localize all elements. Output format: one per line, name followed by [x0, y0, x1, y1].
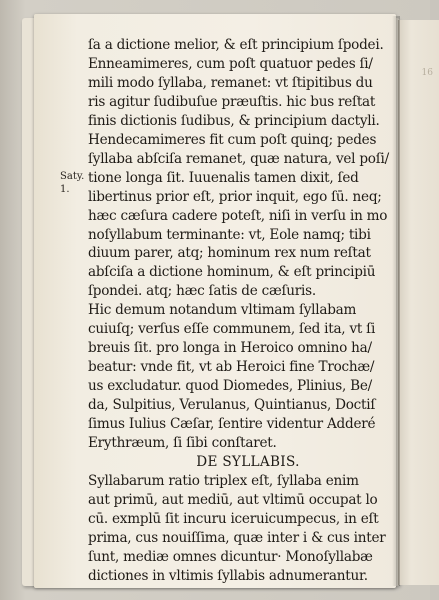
text-line: da, Sulpitius, Verulanus, Quintianus, Doctiſ: [88, 397, 376, 414]
marginal-note-line: Saty.: [60, 171, 85, 182]
text-line: breuis ſit. pro longa in Heroico omnino ha/: [88, 340, 372, 357]
text-line: Syllabarum ratio triplex eſt, ſyllaba enim: [88, 472, 359, 489]
marginal-note-line: 1.: [60, 184, 70, 195]
text-line: us excludatur. quod Diomedes, Plinius, Be/: [88, 378, 372, 395]
text-line: Hic demum notandum vltimam ſyllabam: [88, 302, 357, 319]
text-line: ſunt, mediæ omnes dicuntur· Monoſyllabæ: [88, 548, 373, 565]
text-line: cuiuſq; verſus eſſe communem, ſed ita, vt ſi: [88, 321, 376, 338]
text-line: ſyllaba abſciſa remanet, quæ natura, vel poſi/: [88, 150, 389, 167]
text-line: mili modo ſyllaba, remanet: vt ſtipitibus du: [88, 74, 373, 91]
text-line: dictiones in vltimis ſyllabis adnumerantur.: [88, 567, 368, 584]
marginal-note: [60, 170, 84, 196]
text-line: hæc cæſura cadere poteſt, niſi in verſu in mo: [88, 207, 388, 224]
text-line: Enneamimeres, cum poſt quatuor pedes ſi/: [88, 55, 373, 72]
show-through-number: 16: [421, 68, 433, 78]
text-line: ſpondei. atq; hæc ſatis de cæſuris.: [88, 283, 316, 300]
text-line: Hendecamimeres fit cum poſt quinq; pedes: [88, 131, 377, 148]
facing-page-edge: [398, 20, 439, 585]
text-line: Erythræum, ſi ſibi conſtaret.: [88, 435, 277, 452]
text-line: diuum parer, atq; hominum rex num reſtat: [88, 245, 371, 262]
text-line: ſimus Iulius Cæſar, ſentire videntur Adderé: [88, 416, 376, 433]
text-line: prima, cus nouiſſima, quæ inter i & cus inter: [88, 529, 386, 546]
text-line: abſciſa a dictione hominum, & eſt principiū: [88, 264, 376, 281]
text-line: noſyllabum terminante: vt, Eole namq; tibi: [88, 226, 371, 243]
page-text: [88, 36, 388, 586]
text-line: ſa a dictione melior, & eſt principium ſpodei.: [88, 37, 384, 53]
text-line: aut primū, aut mediū, aut vltimū occupat lo: [88, 491, 378, 508]
text-line: ris agitur ſudibuſue præuſtis. hic bus reſtat: [88, 93, 376, 110]
text-line: cū. exmplū ſit incuru iceruicumpecus, in eſt: [88, 510, 379, 527]
text-line: beatur: vnde fit, vt ab Heroici fine Trochæ/: [88, 359, 375, 376]
gutter-shadow: [392, 16, 400, 586]
section-heading: DE SYLLABIS.: [196, 453, 300, 470]
text-line: finis dictionis ſudibus, & principium dactyli.: [88, 112, 380, 129]
text-line: libertinus prior eſt, prior inquit, ego ſū. neq;: [88, 188, 382, 205]
text-line: tione longa ſit. Iuuenalis tamen dixit, ſed: [88, 169, 359, 186]
